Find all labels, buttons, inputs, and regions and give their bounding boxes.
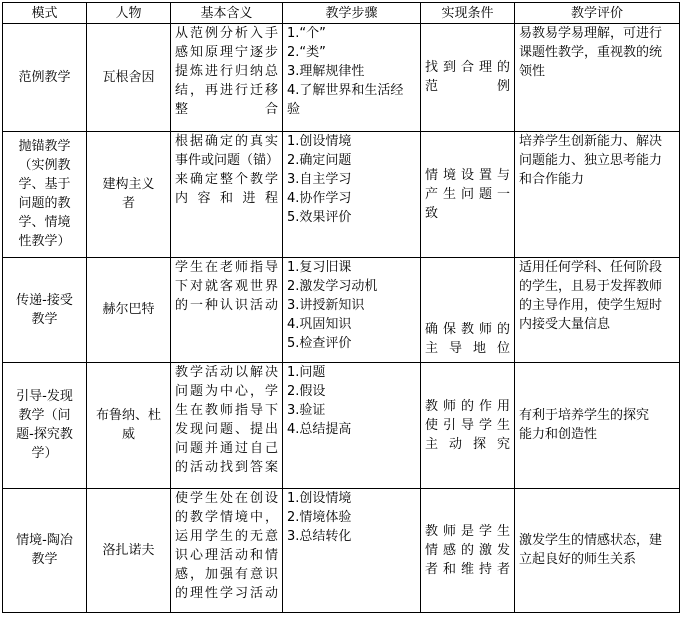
cell-line: 抛锚教学 — [18, 139, 71, 155]
cell-line: 的活动找到答案 — [175, 459, 278, 475]
cell-line: 事件或问题（锚） — [175, 152, 280, 168]
condition-cell — [421, 131, 515, 257]
cell-line: 4.了解世界和生活经 — [287, 83, 404, 98]
cell-line: 性教学） — [18, 234, 71, 250]
meaning-cell — [171, 24, 283, 132]
cell-line: 3.讲授新知识 — [287, 297, 365, 313]
cell-line: 能力和创造性 — [519, 427, 598, 443]
person-cell — [87, 488, 171, 612]
cell-line: 激发学生的情感状态，建 — [519, 533, 663, 549]
meaning-cell — [171, 488, 283, 612]
mode-cell — [3, 257, 87, 362]
table-row — [3, 131, 680, 257]
cell-line: 1.创设情境 — [287, 490, 352, 506]
cell-line: 1.“个” — [287, 26, 326, 41]
cell-line: 4.总结提高 — [287, 421, 352, 437]
cell-line: 内容和进程 — [175, 190, 278, 206]
cell-line: 教学 — [31, 552, 58, 568]
cell-line: 3.理解规律性 — [287, 64, 365, 79]
person-cell — [87, 257, 171, 362]
cell-line: 2.确定问题 — [287, 152, 352, 168]
cell-line: （实例教 — [18, 158, 71, 174]
cell-line: 的理性学习活动 — [175, 585, 278, 601]
cell-line: 问题的教 — [18, 196, 71, 212]
cell-line: 下对就客观世界 — [175, 278, 278, 294]
header-steps: 教学步骤 — [283, 3, 421, 24]
cell-line: 验 — [287, 102, 301, 117]
cell-line: 传递-接受 — [16, 292, 73, 308]
steps-cell — [283, 257, 421, 362]
cell-line: 使引导学生 — [425, 417, 510, 433]
cell-line: 的主导作用，使学生短时 — [519, 297, 663, 313]
mode-cell — [3, 362, 87, 488]
steps-cell — [283, 488, 421, 612]
cell-line: 立起良好的师生关系 — [519, 552, 637, 568]
cell-line: 引导-发现 — [16, 389, 73, 405]
cell-line: 课题性教学，重视教的统 — [519, 45, 663, 60]
cell-line: 适用任何学科、任何阶段 — [519, 259, 663, 275]
cell-line: 瓦根舍因 — [102, 69, 155, 85]
cell-line: 识心理活动和情 — [175, 547, 278, 563]
cell-line: 威 — [121, 427, 135, 443]
cell-line: 问题为中心，学 — [175, 383, 278, 399]
header-person: 人物 — [87, 3, 171, 24]
cell-line: 主动探究 — [425, 436, 510, 452]
table-row — [3, 24, 680, 132]
teaching-modes-table — [2, 2, 680, 613]
cell-line: 主导地位 — [425, 340, 510, 356]
cell-line: 建构主义 — [102, 177, 155, 193]
condition-cell — [421, 257, 515, 362]
cell-line: 从范例分析入手 — [175, 26, 278, 41]
cell-line: 情境设置与 — [425, 167, 510, 183]
steps-cell — [283, 131, 421, 257]
cell-line: 教学 — [31, 311, 58, 327]
cell-line: 问题能力、独立思考能力 — [519, 152, 663, 168]
cell-line: 提炼进行归纳总 — [175, 64, 278, 79]
cell-line: 3.验证 — [287, 402, 326, 418]
steps-cell — [283, 362, 421, 488]
meaning-cell — [171, 362, 283, 488]
cell-line: 的一种认识活动 — [175, 297, 278, 313]
cell-line: 范例教学 — [18, 69, 71, 85]
cell-line: 学生在老师指导 — [175, 259, 278, 275]
table-row — [3, 257, 680, 362]
cell-line: 2.情境体验 — [287, 509, 352, 525]
table-row — [3, 488, 680, 612]
cell-line: 教师的作用 — [425, 398, 510, 414]
header-evaluation: 教学评价 — [515, 3, 680, 24]
cell-line: 有利于培养学生的探究 — [519, 408, 650, 424]
table-row — [3, 362, 680, 488]
steps-cell — [283, 24, 421, 132]
cell-line: 1.创设情境 — [287, 133, 352, 149]
cell-line: 培养学生创新能力、解决 — [519, 133, 663, 149]
cell-line: 教学（问 — [18, 408, 71, 424]
cell-line: 洛扎诺夫 — [102, 542, 155, 558]
meaning-cell — [171, 257, 283, 362]
header-meaning: 基本含义 — [171, 3, 283, 24]
cell-line: 题-探究教 — [16, 427, 73, 443]
mode-cell — [3, 131, 87, 257]
cell-line: 2.激发学习动机 — [287, 278, 378, 294]
cell-line: 学、情境 — [18, 215, 71, 231]
condition-cell — [421, 24, 515, 132]
cell-line: 学、基于 — [18, 177, 71, 193]
cell-line: 5.检查评价 — [287, 335, 352, 351]
cell-line: 情感的激发 — [425, 542, 510, 558]
cell-line: 1.复习旧课 — [287, 259, 352, 275]
cell-line: 领性 — [519, 64, 546, 79]
evaluation-cell — [515, 24, 680, 132]
cell-line: 整合 — [175, 102, 278, 117]
cell-line: 4.巩固知识 — [287, 316, 352, 332]
cell-line: 确保教师的 — [425, 321, 510, 337]
cell-line: 找到合理的 — [425, 60, 510, 76]
cell-line: 3.自主学习 — [287, 171, 352, 187]
cell-line: 根据确定的真实 — [175, 133, 278, 149]
cell-line: 使学生处在创设 — [175, 490, 278, 506]
cell-line: 运用学生的无意 — [175, 528, 278, 544]
mode-cell — [3, 488, 87, 612]
evaluation-cell — [515, 131, 680, 257]
cell-line: 内接受大量信息 — [519, 316, 611, 332]
cell-line: 产生问题一 — [425, 186, 510, 202]
cell-line: 教师是学生 — [425, 523, 510, 539]
cell-line: 和合作能力 — [519, 171, 585, 187]
header-mode: 模式 — [3, 3, 87, 24]
meaning-cell — [171, 131, 283, 257]
condition-cell — [421, 488, 515, 612]
cell-line: 者和维持者 — [425, 561, 510, 577]
cell-line: 的教学情境中， — [175, 509, 278, 525]
cell-line: 情境-陶冶 — [16, 533, 73, 549]
cell-line: 结，再进行迁移 — [175, 83, 278, 98]
cell-line: 生在教师指导下 — [175, 402, 278, 418]
mode-cell — [3, 24, 87, 132]
cell-line: 教学活动以解决 — [175, 364, 278, 380]
evaluation-cell — [515, 362, 680, 488]
cell-line: 的学生，且易于发挥教师 — [519, 278, 663, 294]
cell-line: 4.协作学习 — [287, 190, 352, 206]
cell-line: 学） — [31, 446, 58, 462]
person-cell — [87, 131, 171, 257]
evaluation-cell — [515, 257, 680, 362]
cell-line: 布鲁纳、杜 — [95, 408, 161, 424]
header-row — [3, 3, 680, 24]
condition-cell — [421, 362, 515, 488]
cell-line: 范例 — [425, 79, 510, 95]
cell-line: 3.总结转化 — [287, 528, 352, 544]
evaluation-cell — [515, 488, 680, 612]
cell-line: 感知原理宁逐步 — [175, 45, 278, 60]
cell-line: 致 — [425, 205, 439, 221]
person-cell — [87, 362, 171, 488]
header-condition: 实现条件 — [421, 3, 515, 24]
cell-line: 易教易学易理解，可进行 — [519, 26, 663, 41]
cell-line: 者 — [121, 196, 135, 212]
cell-line: 5.效果评价 — [287, 209, 352, 225]
cell-line: 发现问题、提出 — [175, 421, 278, 437]
cell-line: 2.“类” — [287, 45, 326, 60]
person-cell — [87, 24, 171, 132]
cell-line: 2.假设 — [287, 383, 326, 399]
cell-line: 赫尔巴特 — [102, 302, 155, 318]
cell-line: 问题并通过自己 — [175, 440, 278, 456]
cell-line: 来确定整个教学 — [175, 171, 278, 187]
cell-line: 感，加强有意识 — [175, 566, 278, 582]
cell-line: 1.问题 — [287, 364, 326, 380]
